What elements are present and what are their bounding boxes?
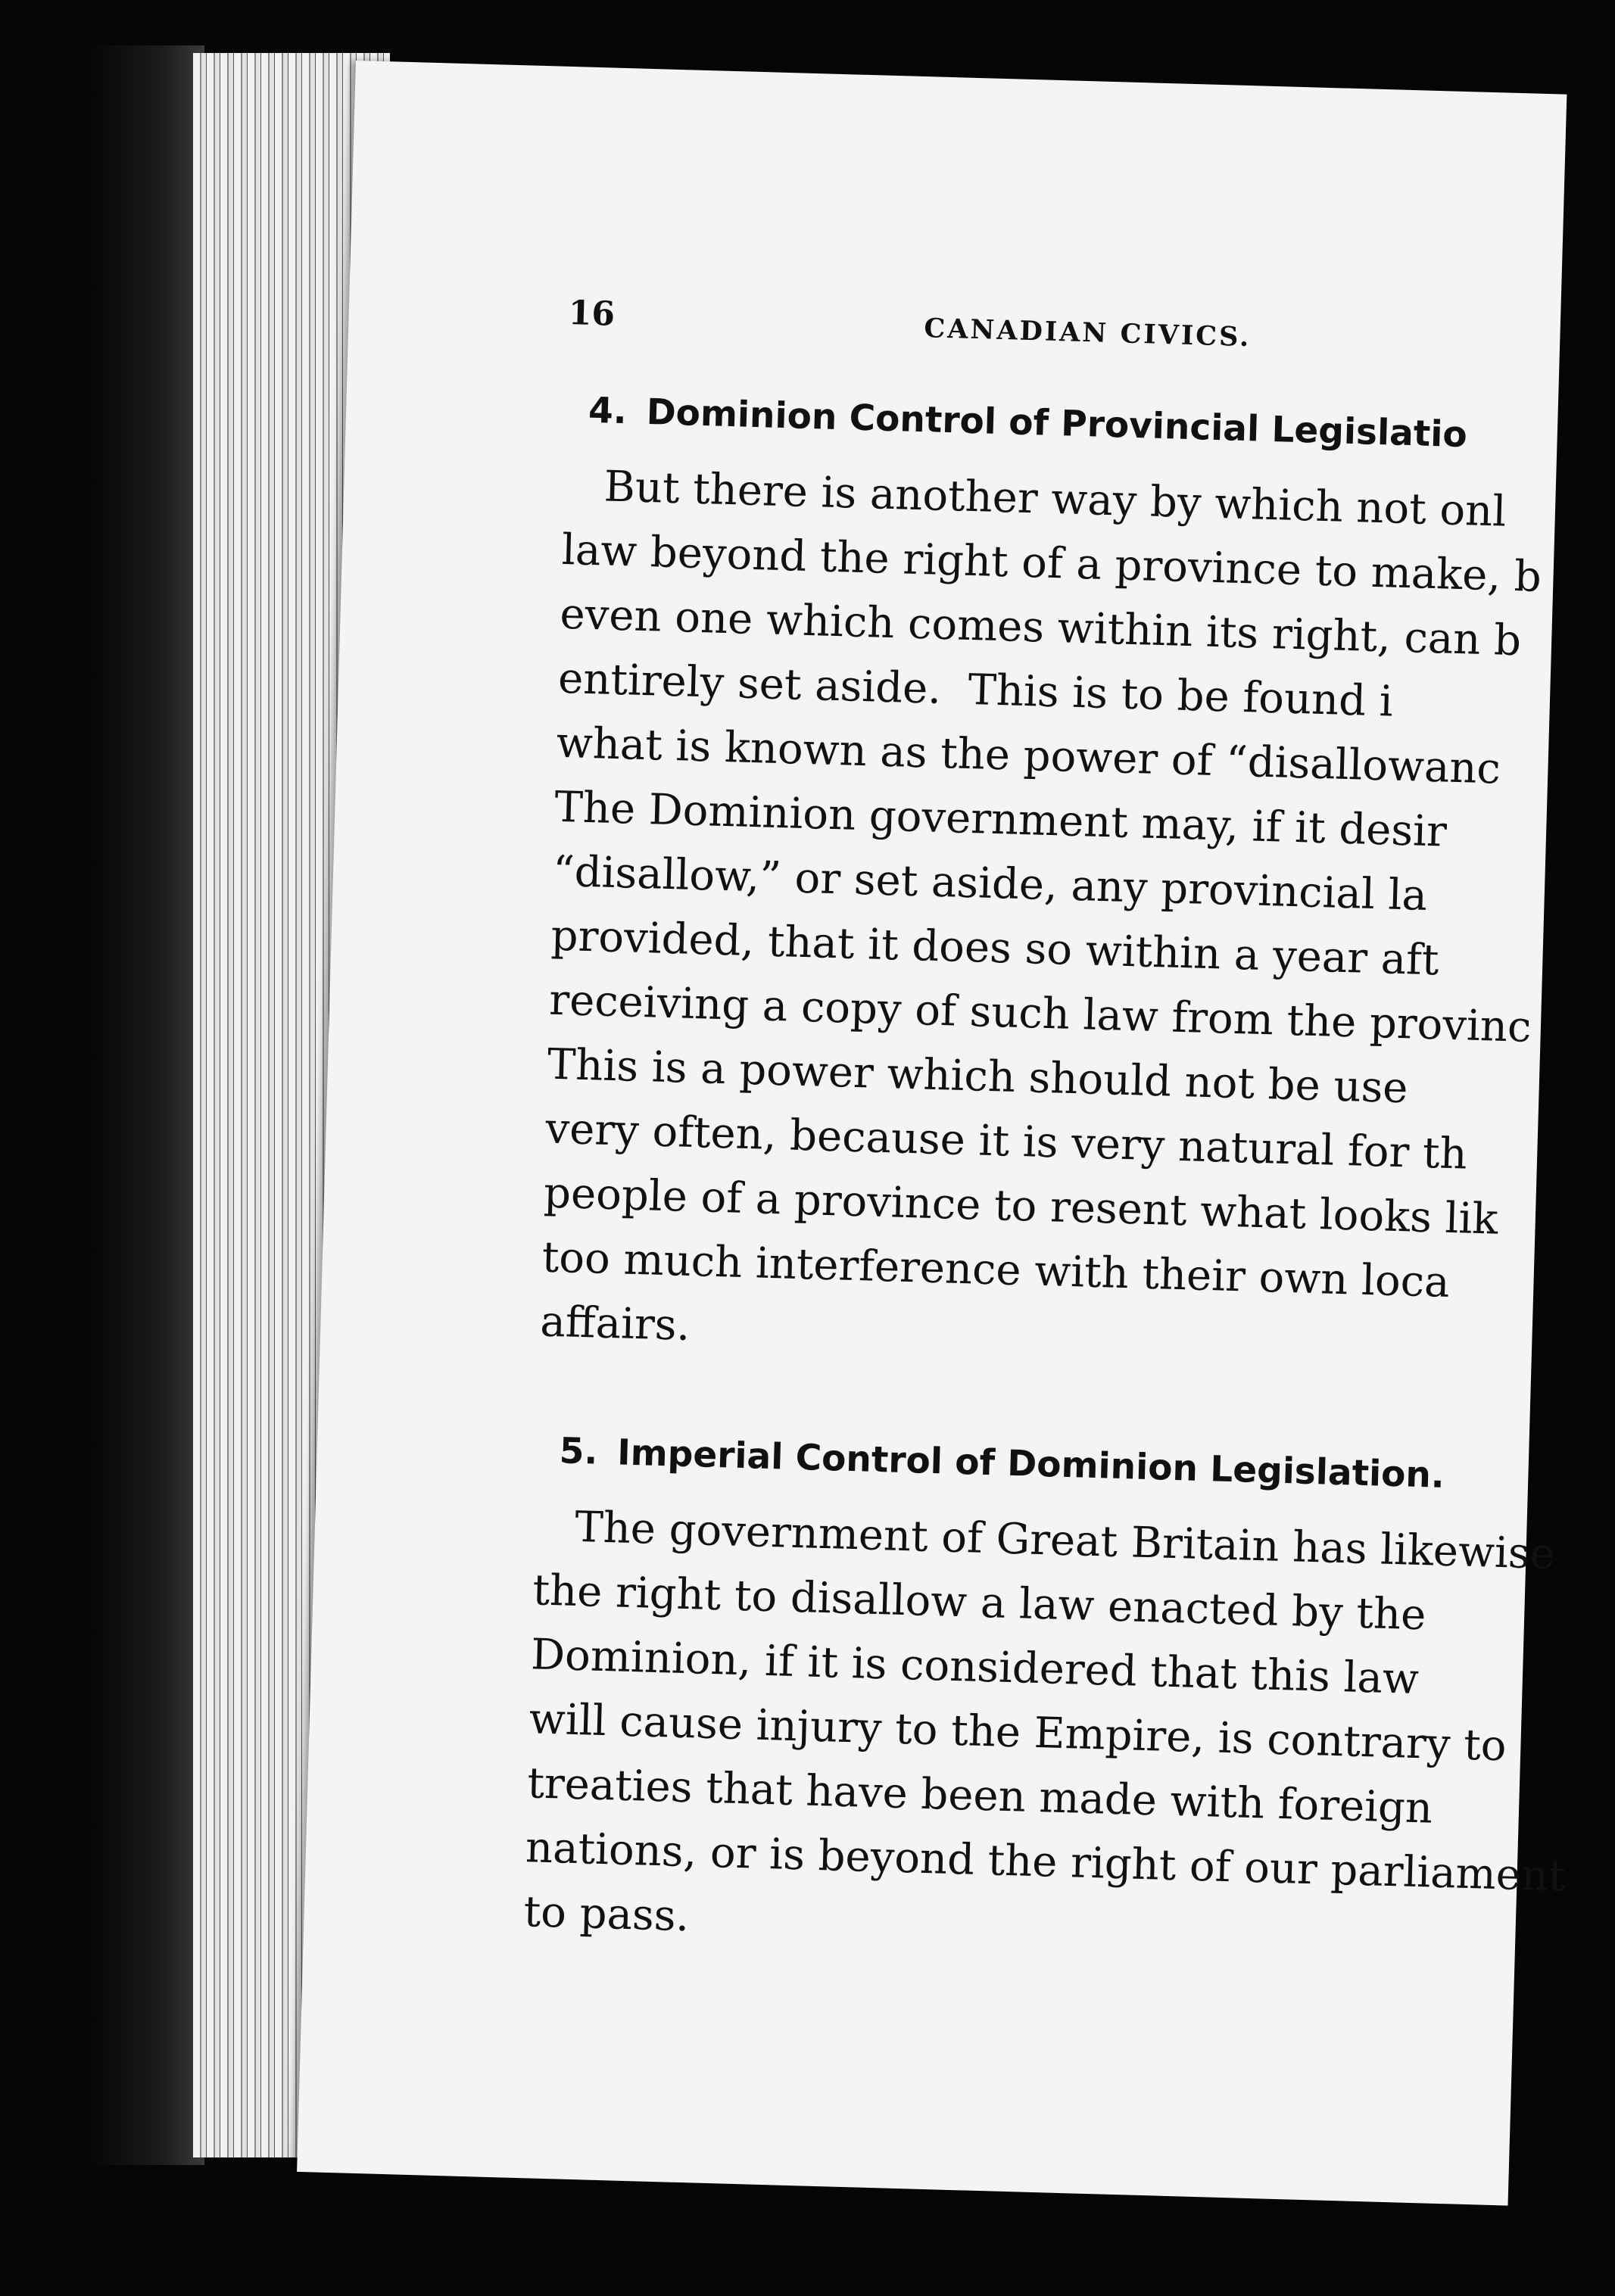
book-spine-shadow [91,45,204,2165]
section-number: 4. [588,389,628,433]
page-number: 16 [568,293,616,334]
section-paragraph: But there is another way by which not onl law beyond the right of a province to make, b even one which comes within its right, can b entirely set aside. This is to be found i what is known as the power of “disallowanc The Dominion government may, if it desir “disallow,” or set aside, any provincial la provided, that it does so within a year aft receiving a copy of such law from the provinc This is a power which should not be use very often, because it is very natural for th people of a province to resent what looks lik too much interference with their own loca affairs. [539,460,1542,1350]
section-paragraph: The government of Great Britain has likewise the right to disallow a law enacted by the Dominion, if it is considered that this law will cause injury to the Empire, is contrary to treaties that have been made with foreign nations, or is beyond the right of our parliament to pass. [522,1501,1567,1942]
running-head [567,294,1583,382]
section-title: Dominion Control of Provincial Legislatio [645,391,1468,456]
page-content [523,294,1583,1973]
section-heading [559,1430,1551,1500]
section-heading [588,390,1580,460]
running-title: CANADIAN CIVICS. [923,313,1252,354]
book-page [297,61,1567,2206]
section-title: Imperial Control of Dominion Legislation. [616,1431,1445,1497]
section-number: 5. [559,1430,599,1473]
